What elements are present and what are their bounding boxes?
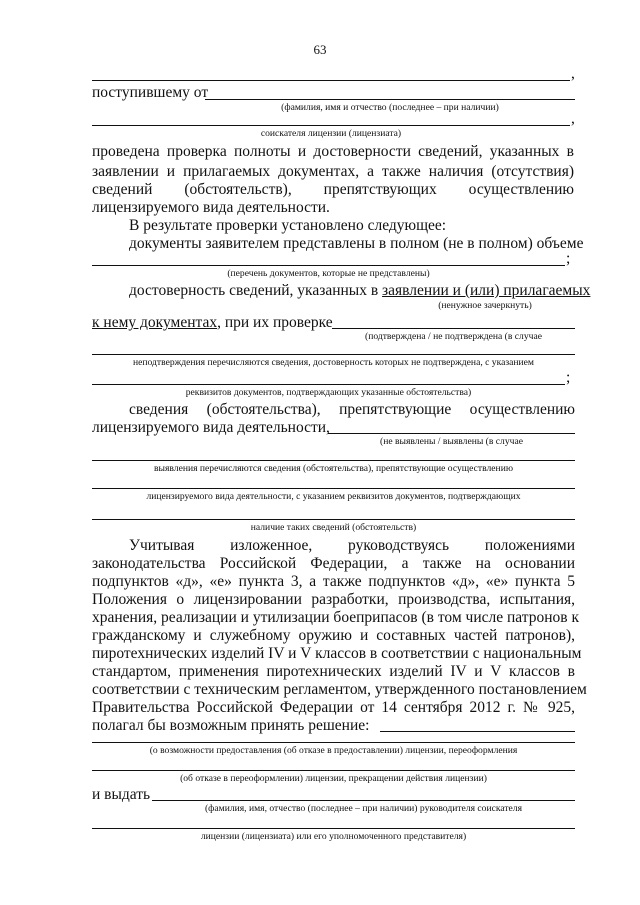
para2-line: стандартом, применения пиротехнических изделий IV и V классов в: [92, 663, 575, 680]
result-intro: В результате проверки установлено следующее:: [129, 217, 447, 234]
blank-line: [92, 354, 575, 355]
hint-unconfirmed-list: неподтверждения перечисляются сведения, достоверность которых не подтверждена, с указанием: [132, 357, 534, 368]
para2-line: подпунктов «д», «е» пункта 3, а также подпунктов «д», «е» пункта 5: [92, 573, 575, 590]
reliability-line: [129, 282, 590, 300]
obstacles-line1: сведения (обстоятельства), препятствующие осуществлению: [129, 401, 575, 418]
received-from-label: поступившему от: [92, 84, 209, 101]
hint-presence: наличие таких сведений (обстоятельств): [250, 522, 417, 533]
attached-docs-line: [92, 314, 333, 332]
reliability-underlined: заявлении и (или) прилагаемых: [382, 282, 591, 299]
obstacles-line: [328, 433, 575, 434]
para2-line: пиротехнических изделий IV и V классов в соответствии с национальным: [92, 645, 582, 662]
para1-line: сведений (обстоятельств), препятствующих осуществлению: [92, 181, 574, 198]
attached-docs-underlined: к нему документах: [92, 314, 218, 331]
hint-missing-docs: (перечень документов, которые не представлены): [227, 268, 430, 279]
para1-line: проведена проверка полноты и достоверности сведений, указанных в: [92, 143, 574, 160]
hint-confirmed: (подтверждена / не подтверждена (в случае: [365, 331, 542, 342]
line-comma: ,: [571, 65, 575, 82]
docs-submitted: документы заявителем представлены в полном (не в полном) объеме: [129, 235, 584, 252]
hint-refuse: (об отказе в переоформлении) лицензии, прекращении действия лицензии): [180, 773, 487, 784]
line-comma: ,: [571, 110, 575, 127]
blank-line: [92, 80, 570, 81]
hint-activity-requisites: лицензируемого вида деятельности, с указанием реквизитов документов, подтверждающих: [146, 491, 521, 502]
para2-line: хранения, реализации и утилизации боеприпасов (в том числе патронов к: [92, 609, 580, 626]
hint-seeker: соискателя лицензии (лицензиата): [260, 128, 402, 139]
hint-grant: (о возможности предоставления (об отказе в предоставлении) лицензии, переоформления: [149, 745, 518, 756]
decision-label: полагал бы возможным принять решение:: [92, 717, 370, 734]
hint-head-fio: (фамилия, имя, отчество (последнее – при наличии) руководителя соискателя: [204, 803, 523, 814]
hint-requisites: реквизитов документов, подтверждающих указанные обстоятельства): [185, 387, 472, 398]
para1-line: заявлении и прилагаемых документах, а также наличия (отсутствия): [92, 163, 574, 180]
reliability-prefix: достоверность сведений, указанных в: [129, 282, 383, 299]
hint-fio-applicant: (фамилия, имя и отчество (последнее – при наличии): [281, 102, 499, 113]
obstacles-line2: лицензируемого вида деятельности,: [92, 419, 330, 436]
blank-line: [92, 384, 565, 385]
para2-line: соответствии с техническим регламентом, утвержденного постановлением: [92, 681, 587, 698]
para2-line: Положения о лицензировании разработки, производства, испытания,: [92, 591, 575, 608]
and-issue-label: и выдать: [92, 786, 151, 803]
hint-found: (не выявлены / выявлены (в случае: [380, 436, 523, 447]
blank-line: [92, 488, 575, 489]
missing-docs-line: [92, 265, 565, 266]
verification-line: [332, 328, 575, 329]
hint-representative: лицензии (лицензиата) или его уполномоченного представителя): [200, 831, 467, 842]
attached-docs-suffix: , при их проверке: [217, 314, 333, 331]
decision-line: [380, 731, 575, 732]
para2-line: гражданскому и служебному оружию и составных частей патронов),: [92, 627, 575, 644]
hint-found-list: выявления перечисляются сведения (обстоятельства), препятствующие осуществлению: [153, 463, 513, 474]
line-semicolon: ;: [566, 250, 571, 267]
para2-line: Правительства Российской Федерации от 14 сентября 2012 г. № 925,: [92, 699, 575, 716]
blank-line: [92, 460, 575, 461]
line-semicolon: ;: [566, 369, 571, 386]
blank-line: [92, 828, 575, 829]
para2-line: Учитывая изложенное, руководствуясь положениями: [129, 537, 575, 554]
page-number: 63: [313, 42, 327, 57]
head-name-line: [152, 800, 575, 801]
blank-line: [92, 125, 570, 126]
blank-line: [92, 770, 575, 771]
hint-strike-unneeded: (ненужное зачеркнуть): [438, 300, 532, 311]
para1-line: лицензируемого вида деятельности.: [92, 199, 330, 216]
blank-line: [92, 742, 575, 743]
blank-line: [92, 519, 575, 520]
applicant-name-line: [205, 99, 575, 100]
para2-line: законодательства Российской Федерации, а также на основании: [92, 555, 575, 572]
